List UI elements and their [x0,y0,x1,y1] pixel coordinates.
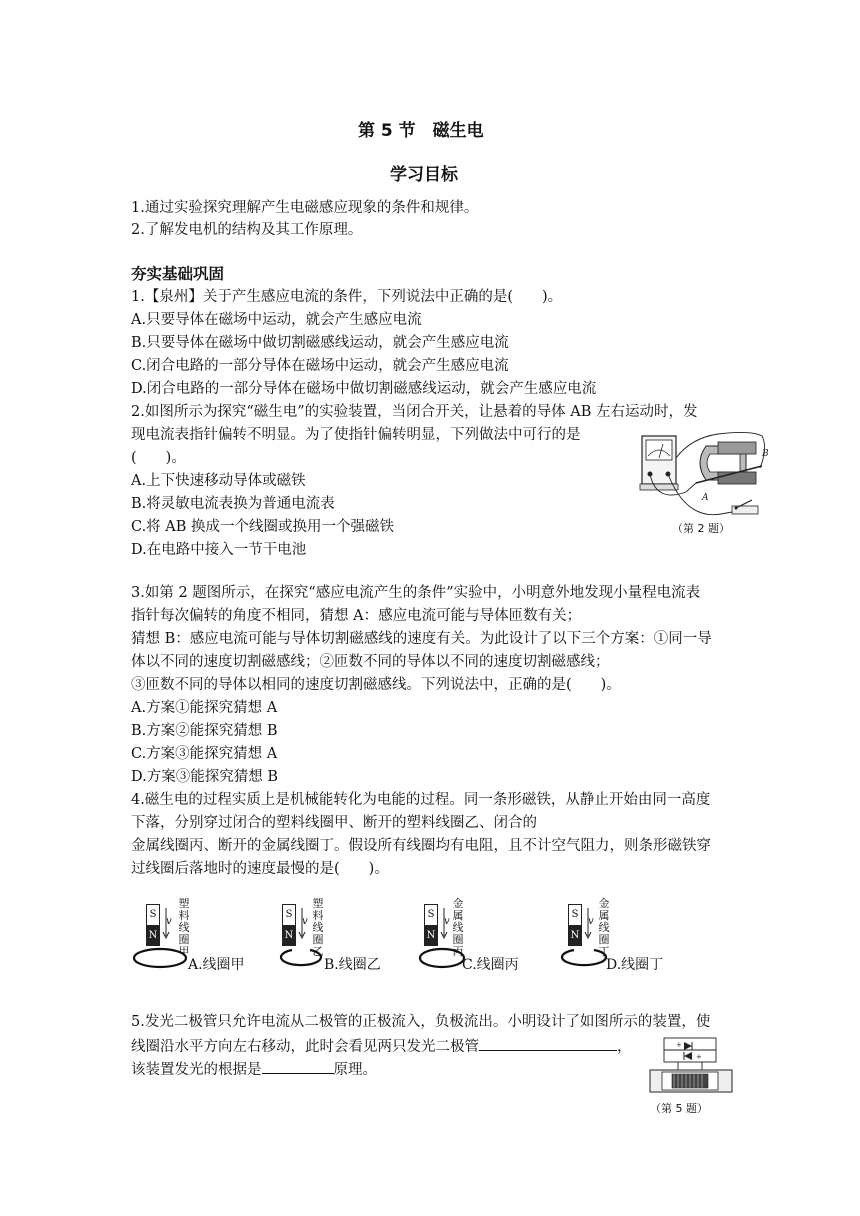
q5-line3-text: 该装置发光的根据是 [131,1062,262,1078]
q3-line3: 猜想 B：感应电流可能与导体切割磁感线的速度有关。为此设计了以下三个方案：①同一导 [131,631,712,647]
objective-1: 1.通过实验探究理解产生电磁感应现象的条件和规律。 [131,200,479,216]
q1-stem: 1.【泉州】关于产生感应电流的条件，下列说法中正确的是( )。 [131,289,563,305]
learning-goals-heading: 学习目标 [390,165,458,185]
option-label-b: B.线圈乙 [324,957,381,973]
q3-line1: 3.如第 2 题图所示，在探究“感应电流产生的条件”实验中，小明意外地发现小量程电流表 [131,585,701,601]
closed-coil-icon [132,946,192,970]
svg-text:+: + [676,1041,682,1049]
q3-option-b: B.方案②能探究猜想 B [131,723,278,739]
q3-option-a: A.方案①能探究猜想 A [131,700,278,716]
led-coil-apparatus-illustration [648,1034,734,1100]
magnet-n-pole: N [147,926,159,945]
q4-line1: 4.磁生电的过程实质上是机械能转化为电能的过程。同一条形磁铁，从静止开始由同一高度 [131,792,711,808]
open-coil-icon [276,946,326,970]
q5-line2-comma: ， [617,1039,632,1055]
q2-option-c: C.将 AB 换成一个线圈或换用一个强磁铁 [131,519,395,535]
q2-option-a: A.上下快速移动导体或磁铁 [131,473,306,489]
label-b: B [762,449,769,459]
q2-stem-line3: ( )。 [131,450,186,466]
magnet-s-pole: S [283,905,295,926]
magnet-n-pole: N [425,926,437,945]
q1-option-a: A.只要导体在磁场中运动，就会产生感应电流 [131,312,422,328]
q3-option-d: D.方案③能探究猜想 B [131,769,278,785]
objective-2: 2.了解发电机的结构及其工作原理。 [131,222,363,238]
q2-figure [636,428,772,536]
q2-stem-line2: 现电流表指针偏转不明显。为了使指针偏转明显，下列做法中可行的是 [131,427,581,443]
velocity-label: v [166,916,172,927]
q5-line1: 5.发光二极管只允许电流从二极管的正极流入，负极流出。小明设计了如图所示的装置，使 [131,1014,711,1030]
q5-figure-caption: （第 5 题） [650,1102,708,1115]
q5-line3 [131,1057,377,1081]
velocity-label: v [588,916,594,927]
option-label-a: A.线圈甲 [188,957,245,973]
q4-line3: 金属线圈丙、断开的金属线圈丁。假设所有线圈均有电阻，且不计空气阻力，则条形磁铁穿 [131,838,711,854]
q2-stem-line1: 2.如图所示为探究“磁生电”的实验装置，当闭合开关，让悬着的导体 AB 左右运动时，发 [131,404,698,420]
q4-choice-d [560,896,700,976]
bar-magnet [424,904,438,946]
q2-figure-caption: （第 2 题） [672,522,730,535]
q4-line2: 下落，分别穿过闭合的塑料线圈甲、断开的塑料线圈乙、闭合的 [131,815,537,831]
q3-line2: 指针每次偏转的角度不相同，猜想 A：感应电流可能与导体匝数有关； [131,608,582,624]
velocity-label: v [444,916,450,927]
answer-blank-1[interactable] [479,1034,617,1051]
q4-choice-b [276,896,416,976]
q5-line2-text: 线圈沿水平方向左右移动，此时会看见两只发光二极管 [131,1039,479,1055]
velocity-label: v [302,916,308,927]
q1-option-d: D.闭合电路的一部分导体在磁场中做切割磁感线运动，就会产生感应电流 [131,381,597,397]
q5-line2 [131,1034,632,1058]
section-title: 第 5 节 磁生电 [358,121,484,141]
coil-label-b: 塑料线圈乙 [312,897,324,958]
magnet-s-pole: S [147,905,159,926]
label-a: A [702,493,709,503]
q3-option-c: C.方案③能探究猜想 A [131,746,278,762]
bar-magnet [282,904,296,946]
coil-label-a: 塑料线圈甲 [178,897,190,958]
option-label-c: C.线圈丙 [462,957,519,973]
bar-magnet [568,904,582,946]
magnet-n-pole: N [569,926,581,945]
svg-text:+: + [696,1053,702,1061]
q3-line4: 体以不同的速度切割磁感线；②匝数不同的导体以不同的速度切割磁感线； [131,654,610,670]
q1-option-b: B.只要导体在磁场中做切割磁感线运动，就会产生感应电流 [131,335,509,351]
q1-option-c: C.闭合电路的一部分导体在磁场中运动，就会产生感应电流 [131,358,509,374]
magnet-s-pole: S [425,905,437,926]
bar-magnet [146,904,160,946]
q4-choice-a [132,896,272,976]
q3-line5: ③匝数不同的导体以相同的速度切割磁感线。下列说法中，正确的是( )。 [131,677,621,693]
q4-choice-c [418,896,558,976]
q5-line3-suffix: 原理。 [333,1062,377,1078]
magnet-n-pole: N [283,926,295,945]
q4-line4: 过线圈后落地时的速度最慢的是( )。 [131,861,389,877]
coil-label-d: 金属线圈丁 [598,897,610,958]
q5-figure [648,1034,734,1116]
q2-option-b: B.将灵敏电流表换为普通电流表 [131,496,335,512]
foundation-heading: 夯实基础巩固 [131,265,225,283]
open-coil-icon [556,946,610,970]
closed-coil-icon [418,946,468,970]
magnet-s-pole: S [569,905,581,926]
answer-blank-2[interactable] [262,1057,334,1074]
q2-option-d: D.在电路中接入一节干电池 [131,542,307,558]
option-label-d: D.线圈丁 [606,957,664,973]
coil-label-c: 金属线圈丙 [452,897,464,958]
